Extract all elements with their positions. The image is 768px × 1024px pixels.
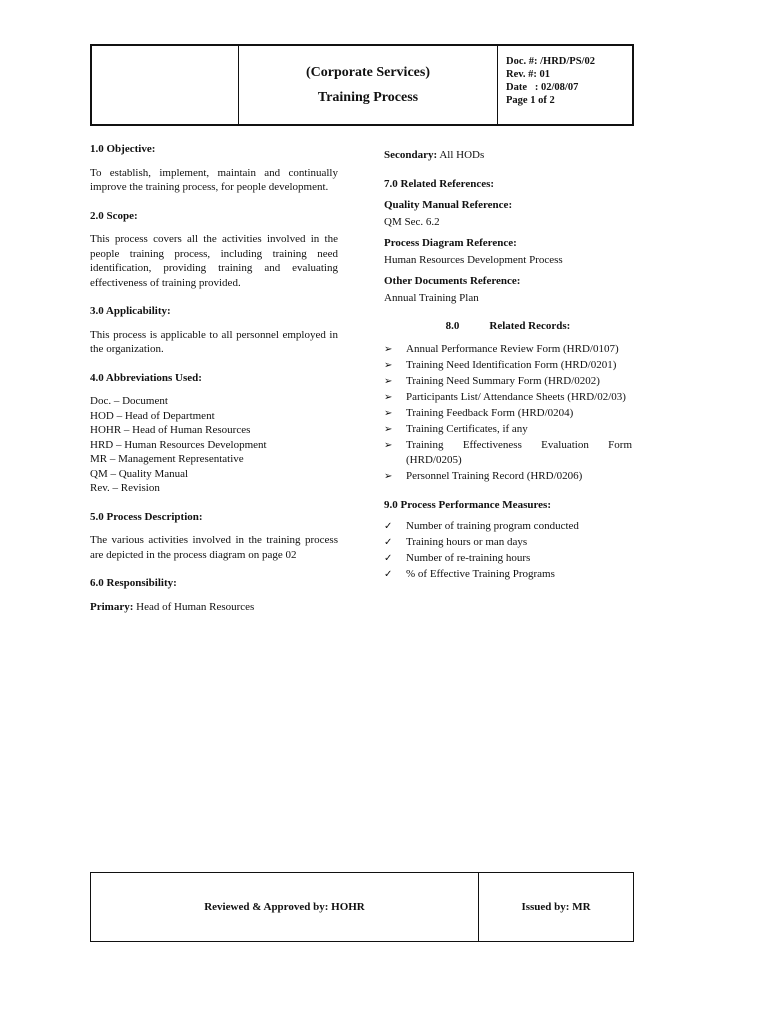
abbreviation-item: HOHR – Head of Human Resources (90, 424, 251, 436)
abbreviation-item: HRD – Human Resources Development (90, 438, 267, 451)
applicability-heading: 3.0 Applicability: (90, 305, 171, 317)
check-mark-icon: ✓ (384, 569, 393, 580)
performance-measures-list (384, 519, 632, 582)
left-column (90, 142, 338, 628)
scope-text: This process covers all the activities involved in the people training process, including training need identification, providing training and evaluating effectiveness of training provided. (90, 233, 338, 289)
list-item: ➢ Training Effectiveness Evaluation Form (HRD/0205) (384, 438, 632, 466)
qm-reference (384, 198, 632, 229)
list-item: ✓ Training hours or man days (384, 536, 528, 548)
secondary-responsibility (384, 148, 632, 163)
abbreviation-item: Doc. – Document (90, 395, 168, 407)
document-footer (90, 872, 634, 942)
document-header (90, 44, 634, 126)
primary-label: Primary: (90, 600, 134, 613)
process-diagram-label: Process Diagram Reference: (384, 237, 517, 249)
arrow-bullet-icon: ➢ (384, 470, 393, 482)
list-item: ✓ % of Effective Training Programs (384, 568, 555, 580)
list-item: ➢ Annual Performance Review Form (HRD/0107) (384, 342, 619, 355)
related-records-number: 8.0 (445, 320, 460, 332)
abbreviation-item: HOD – Head of Department (90, 409, 215, 422)
objective-heading: 1.0 Objective: (90, 143, 156, 155)
applicability-text: This process is applicable to all personnel employed in the organization. (90, 328, 338, 355)
responsibility-heading: 6.0 Responsibility: (90, 577, 177, 589)
objective-text: To establish, implement, maintain and continually improve the training process, for people development. (90, 166, 338, 193)
doc-number: Doc. #: /HRD/PS/02 (506, 56, 595, 67)
performance-measures-heading: 9.0 Process Performance Measures: (384, 498, 551, 511)
qm-reference-label: Quality Manual Reference: (384, 199, 513, 211)
list-item: ✓ Number of training program conducted (384, 520, 579, 532)
abbreviation-item: MR – Management Representative (90, 453, 244, 465)
arrow-bullet-icon: ➢ (384, 439, 393, 451)
arrow-bullet-icon: ➢ (384, 391, 393, 403)
right-column (384, 148, 632, 583)
qm-reference-value: QM Sec. 6.2 (384, 215, 440, 228)
secondary-label: Secondary: (384, 149, 438, 161)
arrow-bullet-icon: ➢ (384, 343, 393, 355)
revision-number: Rev. #: 01 (506, 69, 551, 80)
arrow-bullet-icon: ➢ (384, 407, 393, 419)
abbreviations-heading: 4.0 Abbreviations Used: (90, 371, 202, 384)
check-mark-icon: ✓ (384, 537, 393, 548)
primary-responsibility (90, 600, 338, 615)
arrow-bullet-icon: ➢ (384, 423, 393, 435)
arrow-bullet-icon: ➢ (384, 359, 393, 371)
abbreviation-item: QM – Quality Manual (90, 467, 189, 480)
scope-section (90, 209, 338, 291)
scope-heading: 2.0 Scope: (90, 209, 138, 222)
header-blank-cell (92, 46, 239, 124)
document-date: Date : 02/08/07 (506, 82, 579, 93)
department-name: (Corporate Services) (305, 64, 430, 80)
related-references-heading: 7.0 Related References: (384, 177, 495, 190)
secondary-value: All HODs (439, 149, 485, 161)
check-mark-icon: ✓ (384, 521, 393, 532)
list-item: ➢ Participants List/ Attendance Sheets (HRD/02/03) (384, 390, 626, 403)
issued-by: Issued by: MR (521, 901, 591, 913)
approved-by: Reviewed & Approved by: HOHR (91, 873, 479, 941)
objective-section (90, 142, 338, 195)
check-mark-icon: ✓ (384, 553, 393, 564)
list-item: ➢ Training Need Identification Form (HRD/0201) (384, 358, 617, 371)
header-info-cell (498, 46, 632, 124)
abbreviation-item: Rev. – Revision (90, 482, 160, 494)
process-description-text: The various activities involved in the training process are depicted in the process diagram on page 02 (90, 534, 338, 561)
process-diagram-reference (384, 236, 632, 267)
header-title-cell (239, 46, 498, 124)
process-diagram-value: Human Resources Development Process (384, 253, 563, 266)
document-title: Training Process (317, 89, 419, 105)
related-records-heading (384, 319, 632, 334)
other-documents-reference (384, 274, 632, 305)
related-records-title: Related Records: (489, 320, 571, 332)
primary-value: Head of Human Resources (136, 600, 255, 613)
list-item: ➢ Training Feedback Form (HRD/0204) (384, 406, 574, 419)
list-item: ✓ Number of re-training hours (384, 552, 531, 564)
responsibility-section (90, 576, 338, 614)
related-records-list (384, 342, 632, 484)
other-documents-label: Other Documents Reference: (384, 275, 521, 287)
applicability-section (90, 304, 338, 357)
other-documents-value: Annual Training Plan (384, 291, 479, 304)
process-description-heading: 5.0 Process Description: (90, 510, 203, 523)
page-number: Page 1 of 2 (506, 95, 555, 106)
list-item: ➢ Training Need Summary Form (HRD/0202) (384, 374, 600, 387)
list-item: ➢ Training Certificates, if any (384, 422, 528, 435)
arrow-bullet-icon: ➢ (384, 375, 393, 387)
list-item: ➢ Personnel Training Record (HRD/0206) (384, 469, 583, 482)
process-description-section (90, 510, 338, 563)
abbreviations-section (90, 371, 338, 496)
